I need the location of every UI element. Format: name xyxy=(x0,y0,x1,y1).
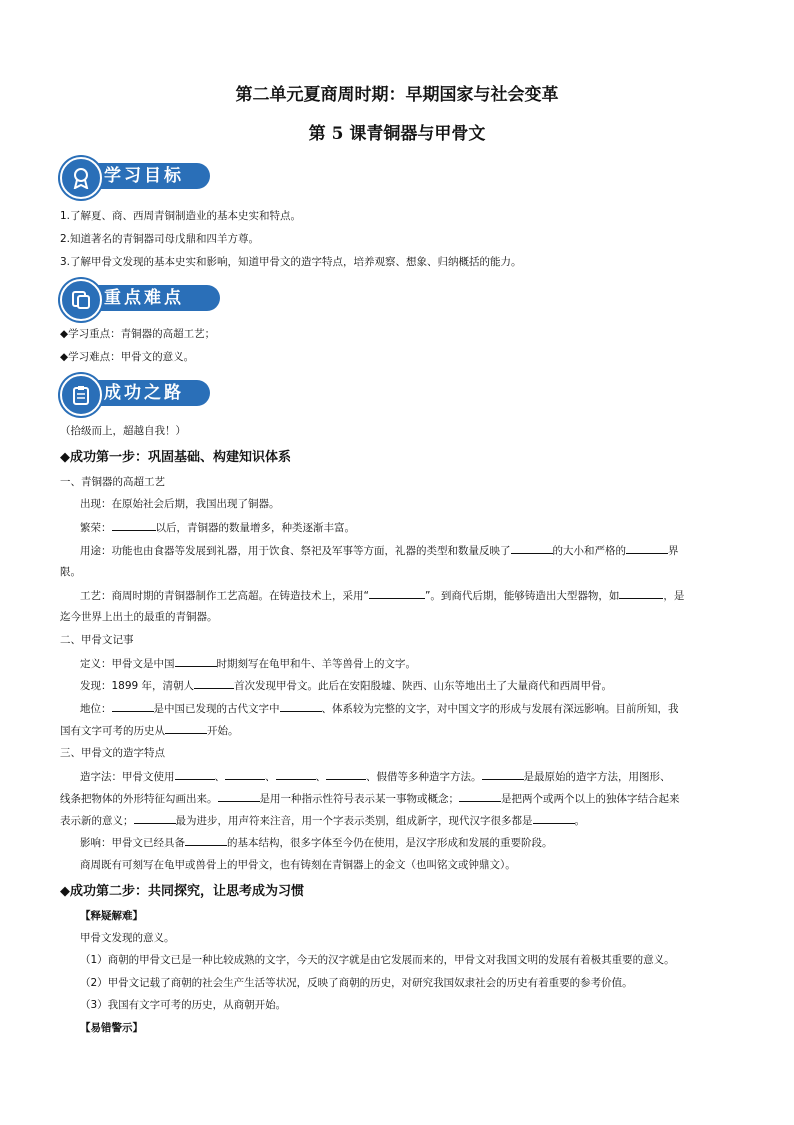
s1-p4: 工艺：商周时期的青铜器制作工艺高超。在铸造技术上，采用“ ”。到商代后期，能够铸造出大型器物，如 ，是 xyxy=(80,587,740,604)
s2-p3: 地位： 是中国已发现的古代文字中 、体系较为完整的文字，对中国文字的形成与发展有深远影响。目前所知，我 xyxy=(80,700,740,717)
s2-p2: 发现：1899 年，清朝人 首次发现甲骨文。此后在安阳殷墟、陕西、山东等地出土了大量商代和西周甲骨。 xyxy=(80,677,740,694)
difficult-point: ◆学习难点：甲骨文的意义。 xyxy=(60,351,195,363)
documents-icon xyxy=(60,279,102,321)
s1-p1: 出现：在原始社会后期，我国出现了铜器。 xyxy=(80,498,280,510)
lesson-title: 第 5 课青铜器与甲骨文 xyxy=(308,124,486,144)
s1-heading: 一、青铜器的高超工艺 xyxy=(60,476,165,488)
key-point: ◆学习重点：青铜器的高超工艺； xyxy=(60,328,216,340)
s4-answer-1: （1）商朝的甲骨文已是一种比较成熟的文字，今天的汉字就是由它发展而来的，甲骨文对我国文明的发展有着极其重要的意义。 xyxy=(80,954,675,966)
s1-p3: 用途：功能也由食器等发展到礼器，用于饮食、祭祀及军事等方面，礼器的类型和数量反映了 的大小和严格的 界 xyxy=(80,542,740,559)
motto: （拾级而上，超越自我！） xyxy=(60,425,186,437)
key-banner xyxy=(60,279,220,317)
goal-2: 2.知道著名的青铜器司母戊鼎和四羊方尊。 xyxy=(60,233,260,245)
key-banner-label: 重点难点 xyxy=(104,288,184,308)
s4-warning-heading: 【易错警示】 xyxy=(80,1022,143,1034)
s1-p4-cont: 迄今世界上出土的最重的青铜器。 xyxy=(60,611,218,623)
s3-heading: 三、甲骨文的造字特点 xyxy=(60,747,165,759)
goals-banner xyxy=(60,157,210,195)
goal-3: 3.了解甲骨文发现的基本史实和影响，知道甲骨文的造字特点，培养观察、想象、归纳概括的能力。 xyxy=(60,256,522,268)
path-banner-label: 成功之路 xyxy=(104,383,184,403)
s4-question: 甲骨文发现的意义。 xyxy=(80,932,175,944)
s3-p3: 表示新的意义； 最为进步，用声符来注音，用一个字表示类别，组成新字，现代汉字很多都是 。 xyxy=(60,812,750,829)
clipboard-icon xyxy=(60,374,102,416)
s3-p2: 线条把物体的外形特征勾画出来。 是用一种指示性符号表示某一事物或概念； 是把两个或两个以上的独体字结合起来 xyxy=(60,790,750,807)
step1-heading: ◆成功第一步：巩固基础、构建知识体系 xyxy=(60,450,291,465)
s4-heading: 【释疑解难】 xyxy=(80,910,143,922)
s3-p1: 造字法：甲骨文使用 、 、 、 、假借等多种造字方法。 是最原始的造字方法，用图形、 xyxy=(80,768,740,785)
path-banner xyxy=(60,374,210,412)
s3-p5: 商周既有可刻写在龟甲或兽骨上的甲骨文，也有铸刻在青铜器上的金文（也叫铭文或钟鼎文）。 xyxy=(80,859,516,871)
unit-title: 第二单元夏商周时期：早期国家与社会变革 xyxy=(235,85,559,105)
s2-p1: 定义：甲骨文是中国 时期刻写在龟甲和牛、羊等兽骨上的文字。 xyxy=(80,655,740,672)
step2-heading: ◆成功第二步：共同探究，让思考成为习惯 xyxy=(60,884,304,899)
goals-banner-label: 学习目标 xyxy=(104,166,184,186)
s3-p4: 影响：甲骨文已经具备 的基本结构，很多字体至今仍在使用，是汉字形成和发展的重要阶段。 xyxy=(80,834,740,851)
s2-heading: 二、甲骨文记事 xyxy=(60,634,134,646)
s2-p3-cont: 国有文字可考的历史从 开始。 xyxy=(60,722,750,739)
s4-answer-2: （2）甲骨文记载了商朝的社会生产生活等状况，反映了商朝的历史，对研究我国奴隶社会的历史有着重要的参考价值。 xyxy=(80,977,633,989)
s1-p2: 繁荣： 以后，青铜器的数量增多，种类逐渐丰富。 xyxy=(80,519,740,536)
s4-answer-3: （3）我国有文字可考的历史，从商朝开始。 xyxy=(80,999,287,1011)
s1-p3-cont: 限。 xyxy=(60,566,81,578)
award-icon xyxy=(60,157,102,199)
goal-1: 1.了解夏、商、西周青铜制造业的基本史实和特点。 xyxy=(60,210,302,222)
